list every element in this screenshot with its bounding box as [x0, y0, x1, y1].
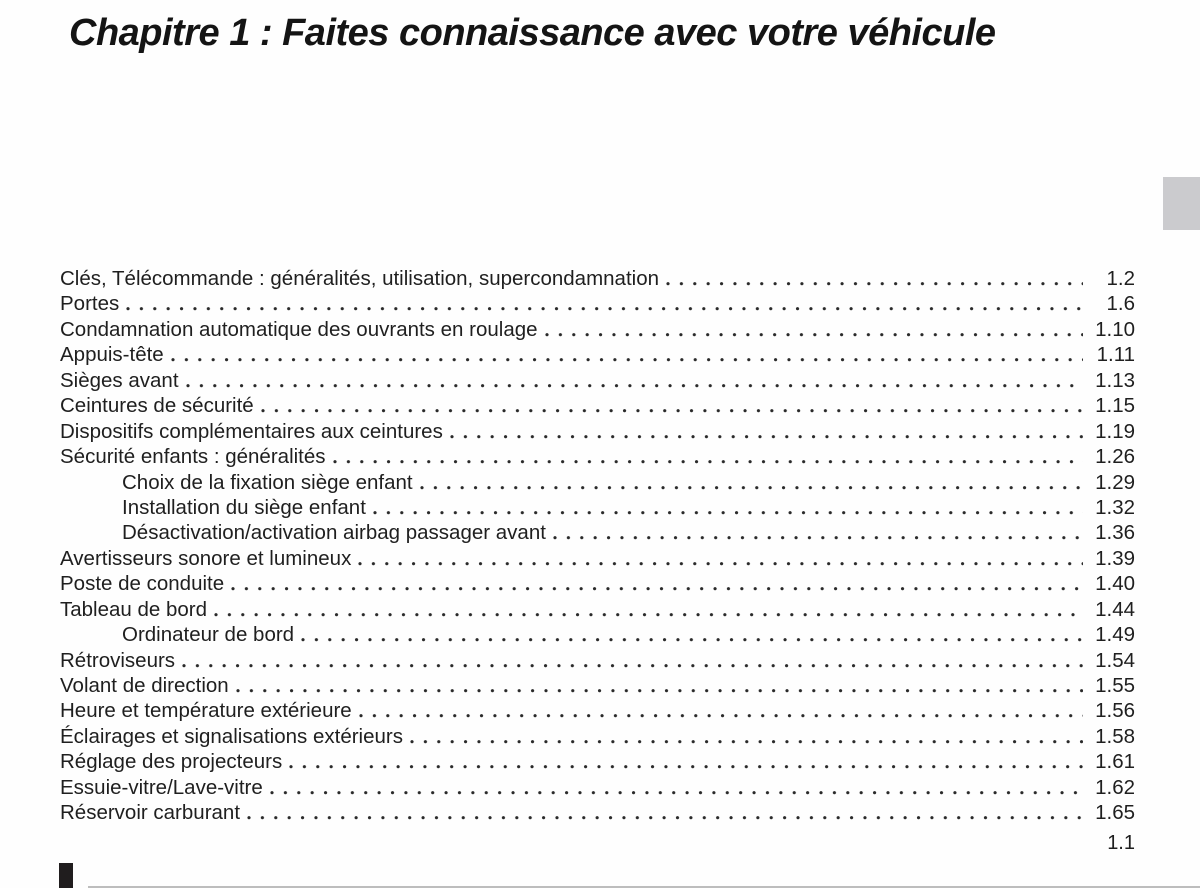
- toc-entry-label: Désactivation/activation airbag passager avant: [122, 521, 546, 545]
- toc-entry-page: 1.56: [1095, 699, 1135, 723]
- toc-entry-page: 1.61: [1095, 750, 1135, 774]
- toc-entry-page: 1.11: [1096, 343, 1135, 367]
- toc-entry-page: 1.55: [1095, 674, 1135, 697]
- toc-entry: [60, 444, 1135, 469]
- toc-entry-label: Rétroviseurs: [60, 648, 176, 672]
- toc-entry: [60, 419, 1135, 444]
- toc-entry-page: 1.15: [1095, 394, 1135, 418]
- toc-entry-page: 1.19: [1095, 419, 1135, 443]
- toc-dot-leader: [257, 393, 1083, 418]
- toc-entry-page: 1.26: [1095, 445, 1135, 469]
- toc-dot-leader: [167, 342, 1083, 367]
- toc-dot-leader: [662, 266, 1083, 291]
- toc-dot-leader: [329, 444, 1083, 469]
- toc-dot-leader: [541, 317, 1083, 342]
- toc-entry: [60, 724, 1135, 749]
- toc-entry-page: 1.58: [1095, 724, 1135, 748]
- toc-entry-page: 1.39: [1095, 546, 1135, 570]
- footer-marker-bar: [59, 863, 73, 888]
- toc-entry: [60, 520, 1135, 545]
- toc-entry-page: 1.6: [1106, 292, 1135, 316]
- toc-dot-leader: [285, 749, 1083, 774]
- toc-entry-page: 1.40: [1095, 572, 1135, 596]
- toc-entry: [60, 648, 1135, 673]
- toc-dot-leader: [416, 470, 1083, 495]
- toc-entry: [60, 342, 1135, 367]
- toc-entry-label: Ordinateur de bord: [122, 623, 295, 647]
- toc-entry-label: Heure et température extérieure: [60, 699, 352, 723]
- footer-page-number: 1.1: [1107, 832, 1135, 854]
- toc-entry: [60, 571, 1135, 596]
- toc-entry-page: 1.44: [1095, 597, 1135, 621]
- toc-dot-leader: [210, 597, 1083, 622]
- toc-entry-label: Avertisseurs sonore et lumineux: [60, 546, 352, 570]
- toc-dot-leader: [297, 622, 1083, 647]
- toc-entry-page: 1.2: [1106, 267, 1135, 290]
- toc-entry-label: Réglage des projecteurs: [60, 750, 283, 774]
- toc-entry-label: Volant de direction: [60, 674, 229, 697]
- table-of-contents: [60, 266, 1135, 826]
- chapter-title: Chapitre 1 : Faites connaissance avec votre véhicule: [69, 12, 996, 54]
- toc-entry: [60, 266, 1135, 291]
- toc-entry: [60, 546, 1135, 571]
- toc-entry: [60, 775, 1135, 800]
- toc-entry: [60, 291, 1135, 316]
- toc-entry-label: Éclairages et signalisations extérieurs: [60, 724, 403, 748]
- toc-dot-leader: [406, 724, 1083, 749]
- toc-entry-page: 1.10: [1095, 317, 1135, 341]
- toc-entry-label: Portes: [60, 292, 120, 316]
- toc-entry-label: Condamnation automatique des ouvrants en roulage: [60, 317, 538, 341]
- toc-dot-leader: [266, 775, 1083, 800]
- toc-entry-page: 1.49: [1095, 623, 1135, 647]
- toc-entry-page: 1.29: [1095, 470, 1135, 494]
- toc-dot-leader: [178, 648, 1083, 673]
- toc-entry: [60, 470, 1135, 495]
- toc-dot-leader: [122, 291, 1083, 316]
- toc-entry-label: Choix de la fixation siège enfant: [122, 470, 413, 494]
- toc-entry-page: 1.13: [1095, 368, 1135, 392]
- toc-entry-label: Essuie-vitre/Lave-vitre: [60, 775, 263, 799]
- toc-entry-label: Réservoir carburant: [60, 801, 241, 825]
- toc-entry: [60, 673, 1135, 698]
- toc-entry: [60, 800, 1135, 825]
- toc-entry-label: Sièges avant: [60, 368, 179, 392]
- toc-entry-label: Appuis-tête: [60, 343, 164, 367]
- toc-entry-page: 1.65: [1095, 801, 1135, 825]
- toc-entry-label: Tableau de bord: [60, 597, 208, 621]
- toc-entry: [60, 317, 1135, 342]
- toc-dot-leader: [232, 673, 1083, 698]
- toc-dot-leader: [354, 546, 1083, 571]
- toc-entry-page: 1.36: [1095, 521, 1135, 545]
- toc-dot-leader: [355, 698, 1083, 723]
- toc-entry-label: Clés, Télécommande : généralités, utilisation, supercondamnation: [60, 267, 660, 290]
- toc-dot-leader: [549, 520, 1083, 545]
- toc-dot-leader: [369, 495, 1083, 520]
- toc-entry: [60, 495, 1135, 520]
- toc-dot-leader: [243, 800, 1083, 825]
- toc-entry: [60, 368, 1135, 393]
- chapter-side-tab: [1163, 177, 1200, 230]
- toc-entry: [60, 622, 1135, 647]
- toc-entry: [60, 597, 1135, 622]
- toc-entry-page: 1.62: [1095, 775, 1135, 799]
- toc-entry-label: Poste de conduite: [60, 572, 225, 596]
- toc-entry-label: Installation du siège enfant: [122, 495, 366, 519]
- toc-dot-leader: [182, 368, 1083, 393]
- toc-entry-page: 1.54: [1095, 648, 1135, 672]
- toc-entry-page: 1.32: [1095, 495, 1135, 519]
- toc-entry-label: Dispositifs complémentaires aux ceintures: [60, 419, 443, 443]
- toc-entry: [60, 393, 1135, 418]
- toc-dot-leader: [446, 419, 1083, 444]
- toc-dot-leader: [227, 571, 1083, 596]
- toc-entry: [60, 749, 1135, 774]
- toc-entry-label: Sécurité enfants : généralités: [60, 445, 326, 469]
- toc-entry: [60, 698, 1135, 723]
- toc-entry-label: Ceintures de sécurité: [60, 394, 254, 418]
